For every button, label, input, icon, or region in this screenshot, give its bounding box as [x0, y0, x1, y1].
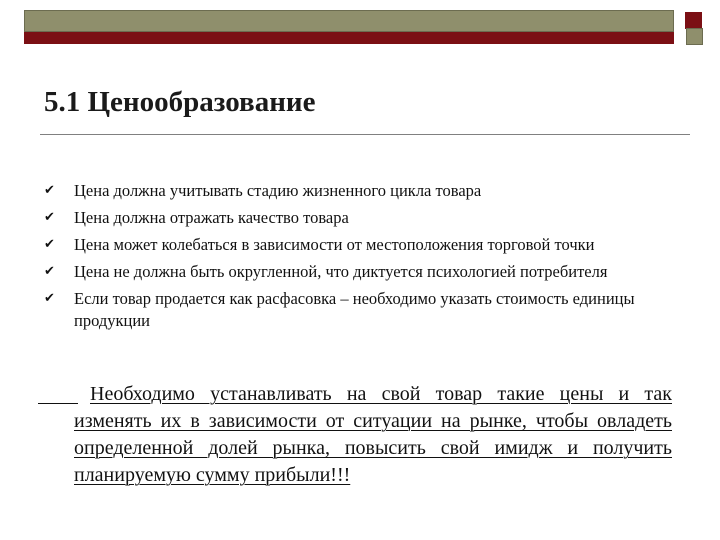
bullet-list — [44, 180, 664, 337]
list-item — [44, 288, 664, 332]
corner-square-olive — [686, 28, 703, 45]
bullet-text: Цена должна отражать качество товара — [74, 208, 349, 227]
header-banner-olive — [24, 10, 674, 32]
checkmark-icon: ✔ — [44, 183, 55, 198]
checkmark-icon: ✔ — [44, 210, 55, 225]
bullet-text: Цена должна учитывать стадию жизненного цикла товара — [74, 181, 482, 200]
list-item — [44, 180, 664, 202]
list-item — [44, 234, 664, 256]
checkmark-icon: ✔ — [44, 291, 55, 306]
bullet-text: Если товар продается как расфасовка – необходимо указать стоимость единицы продукции — [74, 289, 635, 330]
list-item — [44, 261, 664, 283]
summary-paragraph: Необходимо устанавливать на свой товар такие цены и так изменять их в зависимости от ситуации на рынке, чтобы овладеть определенной долей рынка, повысить свой имидж и получить планируемую сумму прибыли!!! — [74, 383, 672, 486]
slide-title: 5.1 Ценообразование — [44, 86, 316, 118]
checkmark-icon: ✔ — [44, 264, 55, 279]
header-banner-red — [24, 32, 674, 44]
list-item — [44, 207, 664, 229]
checkmark-icon: ✔ — [44, 237, 55, 252]
bullet-text: Цена не должна быть округленной, что диктуется психологией потребителя — [74, 262, 608, 281]
corner-square-red — [685, 12, 702, 29]
summary-underline-lead — [38, 403, 78, 404]
bullet-text: Цена может колебаться в зависимости от местоположения торговой точки — [74, 235, 595, 254]
title-divider — [40, 134, 690, 135]
